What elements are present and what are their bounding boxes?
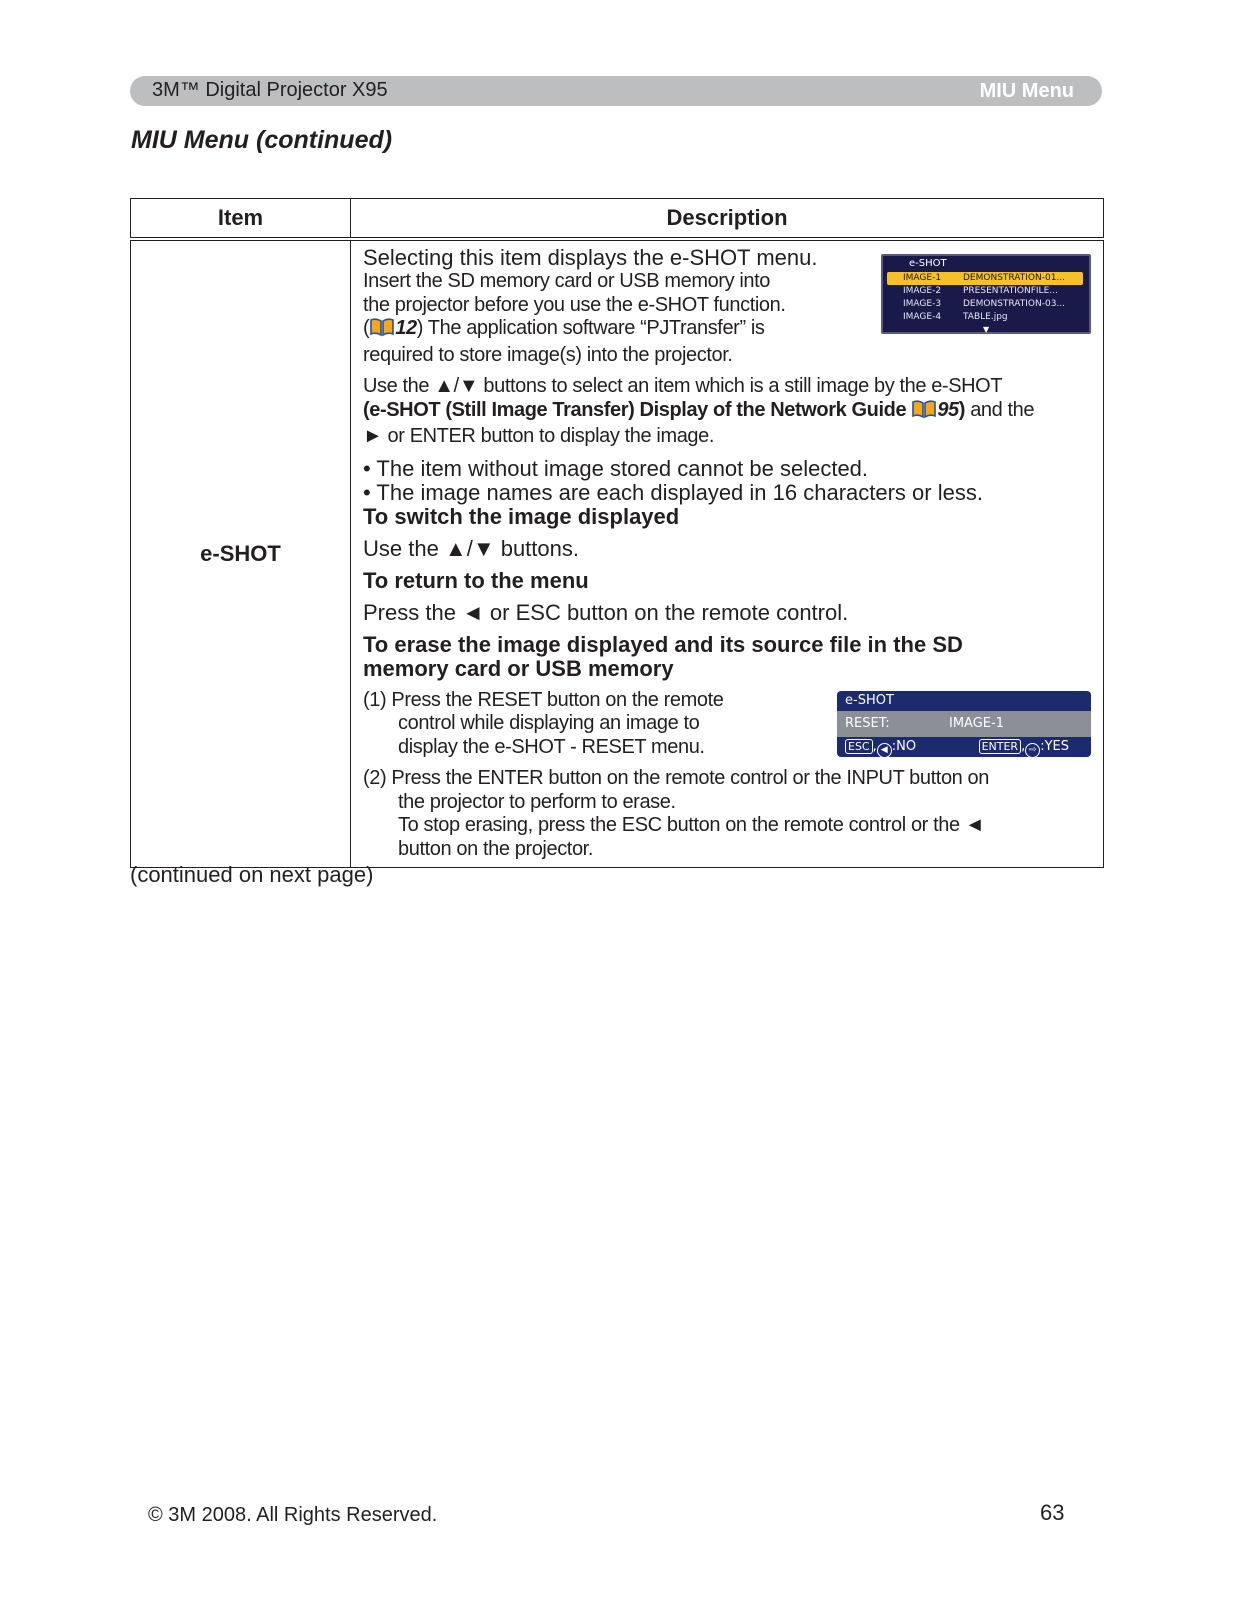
list-item-name: TABLE.jpg <box>963 312 1008 322</box>
ref-95-close: ) <box>958 398 966 421</box>
usage-line-2-tail: and the <box>965 398 1035 421</box>
scroll-down-icon: ▼ <box>983 325 990 334</box>
footer-copyright: © 3M 2008. All Rights Reserved. <box>148 1504 438 1526</box>
header-product-title: 3M™ Digital Projector X95 <box>152 79 388 101</box>
list-item-id: IMAGE-4 <box>903 312 942 322</box>
note-2: • The image names are each displayed in 16 characters or less. <box>363 479 983 505</box>
step-1-line-1: (1) Press the RESET button on the remote <box>363 688 724 711</box>
step-2-line-1: (2) Press the ENTER button on the remote control or the INPUT button on <box>363 767 989 789</box>
book-icon <box>369 317 395 344</box>
list-item-name: DEMONSTRATION-01... <box>963 273 1066 283</box>
step-2-block <box>363 767 1091 861</box>
no-label: :NO <box>891 738 917 754</box>
reset-yes-option: ENTER , ⇨ :YES <box>979 737 1069 757</box>
description-cell <box>351 239 1104 868</box>
intro-block <box>363 246 1091 367</box>
intro-body-1: Insert the SD memory card or USB memory into <box>363 270 770 292</box>
e-shot-list-rows <box>887 272 1083 324</box>
switch-body: Use the ▲/▼ buttons. <box>363 535 579 561</box>
step-1-block <box>363 689 1091 760</box>
input-icon: ⇨ <box>1025 743 1040 757</box>
item-cell: e-SHOT <box>131 239 351 868</box>
menu-table <box>130 198 1104 868</box>
yes-label: :YES <box>1040 738 1069 754</box>
enter-key-icon: ENTER <box>979 739 1022 754</box>
continued-note: (continued on next page) <box>130 862 374 887</box>
note-1: • The item without image stored cannot be selected. <box>363 455 869 481</box>
header-section-title: MIU Menu <box>979 80 1074 102</box>
reset-label: RESET: <box>845 715 890 731</box>
ref-open: ( <box>363 317 370 339</box>
e-shot-list-screen <box>881 254 1091 334</box>
list-item-id: IMAGE-3 <box>903 299 942 309</box>
page-ref-95: 95 <box>937 398 959 421</box>
table-header-row <box>131 199 1104 240</box>
return-heading: To return to the menu <box>363 567 589 593</box>
erase-heading-line-1: To erase the image displayed and its source file in the SD <box>363 631 963 657</box>
switch-heading: To switch the image displayed <box>363 503 680 529</box>
reset-value: IMAGE-1 <box>949 715 1004 731</box>
reset-screen-body <box>837 711 1091 737</box>
list-item <box>887 298 1083 311</box>
ref-12-tail: ) The application software “PJTransfer” is <box>416 317 765 339</box>
book-icon <box>911 399 937 426</box>
col-header-item: Item <box>131 199 351 240</box>
return-body: Press the ◄ or ESC button on the remote control. <box>363 599 849 625</box>
reset-screen-title: e-SHOT <box>837 691 1091 711</box>
reset-screen-footer <box>837 737 1091 757</box>
page-ref-12: 12 <box>395 317 417 339</box>
step-1-line-2: control while displaying an image to <box>398 712 700 734</box>
usage-line-3: ► or ENTER button to display the image. <box>363 425 715 447</box>
usage-line-1: Use the ▲/▼ buttons to select an item which is a still image by the e-SHOT <box>363 375 1003 397</box>
header-bar <box>130 76 1102 106</box>
esc-key-icon: ESC <box>845 739 873 754</box>
list-item-id: IMAGE-1 <box>903 273 942 283</box>
erase-heading-line-2: memory card or USB memory <box>363 655 674 681</box>
left-arrow-icon: ◀ <box>877 743 892 757</box>
intro-body-2: the projector before you use the e-SHOT function. <box>363 293 786 316</box>
list-item <box>887 272 1083 285</box>
intro-body-ref <box>363 317 817 344</box>
e-shot-reset-screen <box>837 691 1091 757</box>
table-row <box>131 239 1104 868</box>
notes-block <box>363 457 1091 529</box>
intro-line: Selecting this item displays the e-SHOT menu. <box>363 245 818 270</box>
list-item-name: PRESENTATIONFILE... <box>963 286 1058 296</box>
page-title: MIU Menu (continued) <box>131 126 393 154</box>
step-2-line-2: the projector to perform to erase. <box>398 790 676 813</box>
usage-line-2 <box>363 399 1091 426</box>
e-shot-list-title: e-SHOT <box>909 258 947 269</box>
list-item <box>887 285 1083 298</box>
intro-body-3: required to store image(s) into the projector. <box>363 343 733 366</box>
col-header-description: Description <box>351 199 1104 240</box>
erase-heading <box>363 633 1091 681</box>
network-guide-ref: (e-SHOT (Still Image Transfer) Display of the Network Guide <box>363 398 912 421</box>
step-2-line-4: button on the projector. <box>398 837 593 860</box>
list-item <box>887 311 1083 324</box>
step-2-line-3: To stop erasing, press the ESC button on the remote control or the ◄ <box>398 814 985 836</box>
usage-block <box>363 375 1091 449</box>
step-1-text <box>363 689 724 760</box>
reset-no-option: ESC , ◀ :NO <box>845 737 916 757</box>
step-1-line-3: display the e-SHOT - RESET menu. <box>398 735 705 758</box>
list-item-name: DEMONSTRATION-03... <box>963 299 1066 309</box>
intro-text <box>363 246 817 367</box>
page-number: 63 <box>1040 1500 1065 1525</box>
list-item-id: IMAGE-2 <box>903 286 942 296</box>
